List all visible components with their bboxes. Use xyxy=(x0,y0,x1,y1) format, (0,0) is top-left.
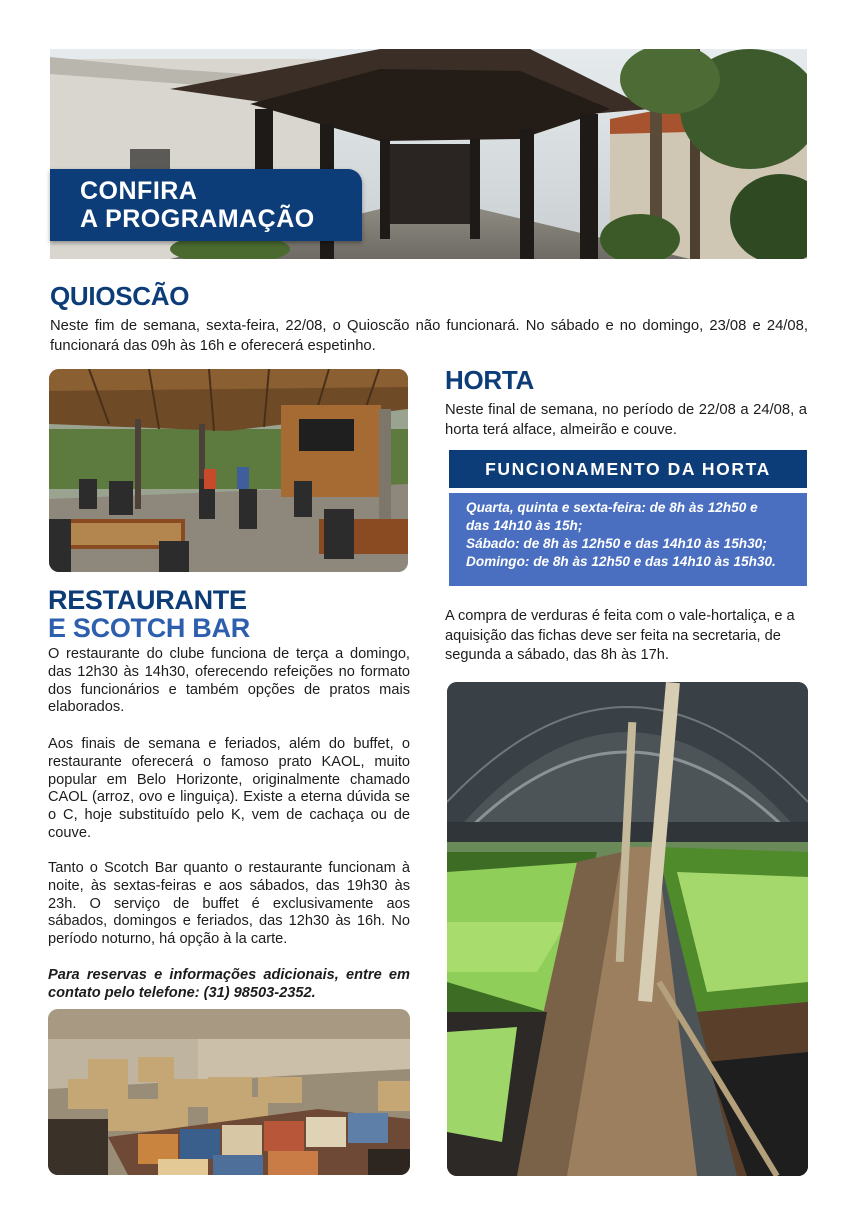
restaurante-contact: Para reservas e informações adicionais, entre em contato pelo telefone: (31) 98503-2352. xyxy=(48,967,410,1001)
restaurante-title-line2: E SCOTCH BAR xyxy=(48,613,250,643)
schedule-line: Domingo: de 8h às 12h50 e das 14h10 às 15h30. xyxy=(466,554,776,569)
hero-title-line1: CONFIRA xyxy=(80,177,198,205)
hero-title-line2: A PROGRAMAÇÃO xyxy=(80,205,315,233)
hero-banner xyxy=(50,169,362,241)
restaurant-photo xyxy=(48,1009,410,1175)
horta-schedule-header: FUNCIONAMENTO DA HORTA xyxy=(449,450,807,488)
horta-title: HORTA xyxy=(445,365,535,395)
schedule-line: Sábado: de 8h às 12h50 e das 14h10 às 15h30; xyxy=(466,536,767,551)
restaurante-paragraph1: O restaurante do clube funciona de terça a domingo, das 12h30 às 14h30, oferecendo refeições no formato dos funcionários e também opções de pratos mais elaborados. xyxy=(48,646,410,716)
restaurante-paragraph3: Tanto o Scotch Bar quanto o restaurante funcionam à noite, às sextas-feiras e aos sábados, das 19h30 às 23h. O serviço de buffet é exclusivamente aos sábados, domingos e feriados, das 12h30 às 16h. No período noturno, há opção à la carte. xyxy=(48,860,410,948)
quioscao-title: QUIOSCÃO xyxy=(50,281,190,311)
schedule-line: Quarta, quinta e sexta-feira: de 8h às 12h50 e xyxy=(466,500,758,515)
quioscao-text: Neste fim de semana, sexta-feira, 22/08, o Quioscão não funcionará. No sábado e no domingo, 23/08 e 24/08, funcionará das 09h às 16h e oferecerá espetinho. xyxy=(50,318,808,354)
kiosk-photo xyxy=(49,369,408,572)
greenhouse-photo xyxy=(447,682,808,1176)
schedule-line: das 14h10 às 15h; xyxy=(466,518,583,533)
restaurante-paragraph2: Aos finais de semana e feriados, além do buffet, o restaurante oferecerá o famoso prato KAOL, muito popular em Belo Horizonte, originalmente chamado CAOL (arroz, ovo e linguiça). Existe a eterna dúvida se o C, hoje substituído pelo K, vem de cachaça ou de couve. xyxy=(48,736,410,841)
horta-schedule-box xyxy=(449,493,807,586)
horta-purchase-text: A compra de verduras é feita com o vale-hortaliça, e a aquisição das fichas deve ser feita na secretaria, de segunda a sábado, das 8h às 17h. xyxy=(445,608,795,663)
restaurante-title-line1: RESTAURANTE xyxy=(48,585,247,615)
horta-text: Neste final de semana, no período de 22/08 a 24/08, a horta terá alface, almeirão e couve. xyxy=(445,402,807,438)
